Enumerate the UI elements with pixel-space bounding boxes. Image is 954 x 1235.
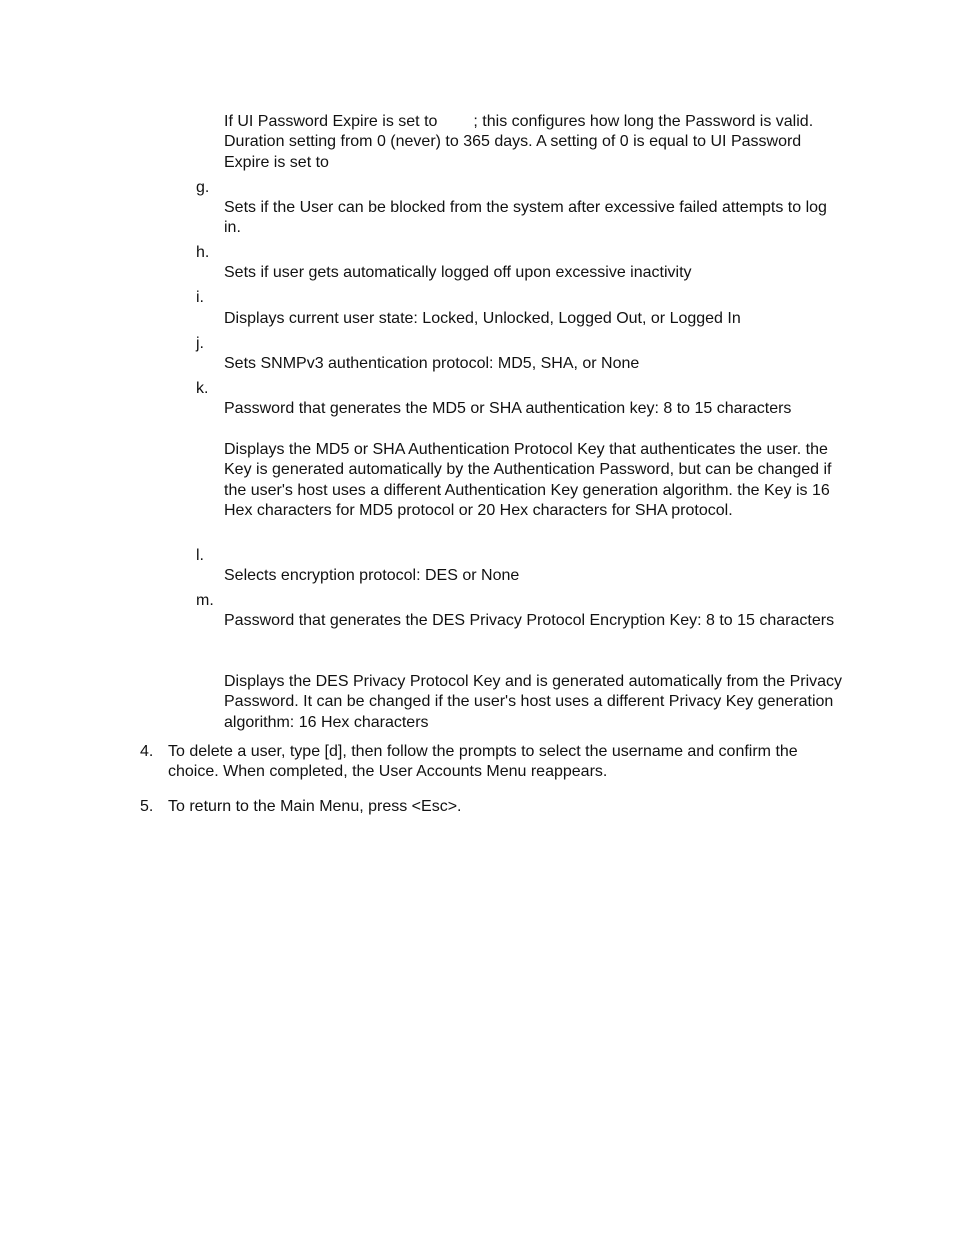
item-letter-i: i. bbox=[196, 289, 204, 306]
item-desc-m: Password that generates the DES Privacy Protocol Encryption Key: 8 to 15 characters bbox=[224, 612, 835, 629]
item-desc-g: Sets if the User can be blocked from the system after excessive failed attempts to log in. bbox=[224, 199, 827, 237]
item-letter-m: m. bbox=[196, 592, 214, 609]
step-text: To delete a user, type [d], then follow the prompts to select the username and confirm the choice. When completed, the User Accounts Menu reappears. bbox=[168, 743, 798, 781]
item-letter-h: h. bbox=[196, 244, 210, 261]
item-letter-j: j. bbox=[196, 335, 204, 352]
item-desc-h: Sets if user gets automatically logged off upon excessive inactivity bbox=[224, 264, 692, 281]
item-desc-k-key: Displays the MD5 or SHA Authentication Protocol Key that authenticates the user. the Key is generated automatically by the Authentication Password, but can be changed if the user's host uses a different Authentication Key generation algorithm. the Key is 16 Hex characters for MD5 protocol or 20 Hex characters for SHA protocol. bbox=[224, 441, 832, 519]
intro-text-part2: ; this configures how long the Password is valid. Duration setting from 0 (never) to 365 days. A setting of 0 is equal to UI Password Expire is set to bbox=[224, 113, 814, 171]
step-number: 4. bbox=[140, 743, 154, 760]
intro-text-part1: If UI Password Expire is set to bbox=[224, 113, 438, 130]
item-desc-i: Displays current user state: Locked, Unlocked, Logged Out, or Logged In bbox=[224, 310, 741, 327]
item-letter-l: l. bbox=[196, 547, 204, 564]
item-letter-k: k. bbox=[196, 380, 209, 397]
item-desc-j: Sets SNMPv3 authentication protocol: MD5, SHA, or None bbox=[224, 355, 640, 372]
item-letter-g: g. bbox=[196, 179, 210, 196]
step-text: To return to the Main Menu, press <Esc>. bbox=[168, 798, 462, 815]
step-number: 5. bbox=[140, 798, 154, 815]
item-desc-k: Password that generates the MD5 or SHA authentication key: 8 to 15 characters bbox=[224, 400, 792, 417]
item-desc-l: Selects encryption protocol: DES or None bbox=[224, 567, 520, 584]
password-duration-paragraph bbox=[224, 112, 844, 173]
item-desc-m-key: Displays the DES Privacy Protocol Key and is generated automatically from the Privacy Password. It can be changed if the user's host uses a different Privacy Key generation algorithm: 16 Hex characters bbox=[224, 673, 843, 731]
